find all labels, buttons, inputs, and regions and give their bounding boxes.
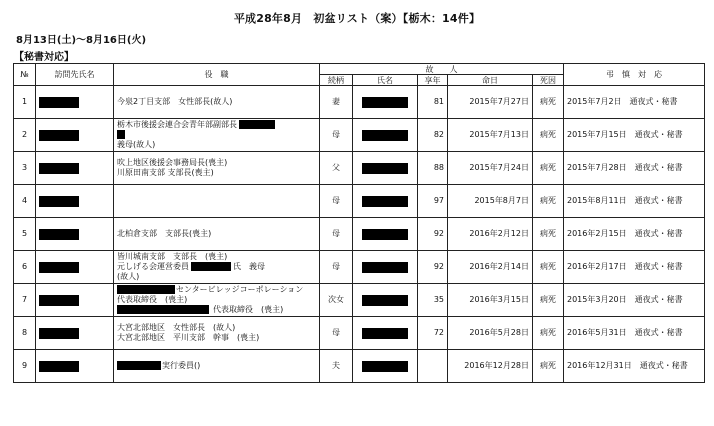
redaction-bar [362,229,408,240]
condolence-cell: 2015年8月11日 通夜式・秘書 [564,185,705,218]
redaction-bar [117,361,161,370]
condolence-cell: 2016年12月31日 通夜式・秘書 [564,350,705,383]
death-date-cell: 2015年7月24日 [448,152,533,185]
condolence-list-table [13,63,705,383]
condolence-cell: 2015年3月20日 通夜式・秘書 [564,284,705,317]
row-no: 8 [14,317,36,350]
deceased-name-cell [353,284,418,317]
deceased-name-cell [353,251,418,284]
cause-cell: 病死 [533,284,564,317]
table-row [14,218,705,251]
position-cell [114,86,320,119]
relation-cell: 夫 [320,350,353,383]
redaction-bar [117,130,125,139]
cause-cell: 病死 [533,350,564,383]
redaction-bar [117,285,175,294]
position-cell [114,119,320,152]
row-no: 9 [14,350,36,383]
position-line: 代表取締役 (喪主) [117,295,188,304]
condolence-cell: 2016年2月15日 通夜式・秘書 [564,218,705,251]
visitor-name-cell [36,119,114,152]
visitor-name-cell [36,350,114,383]
cause-cell: 病死 [533,86,564,119]
redaction-bar [191,262,231,271]
death-date-cell: 2016年2月14日 [448,251,533,284]
redaction-bar [39,262,79,273]
position-cell [114,152,320,185]
header-name: 氏名 [353,75,418,86]
condolence-cell: 2015年7月28日 通夜式・秘書 [564,152,705,185]
redaction-bar [39,196,79,207]
redaction-bar [39,328,79,339]
header-cause: 死因 [533,75,564,86]
condolence-cell: 2015年7月2日 通夜式・秘書 [564,86,705,119]
position-suffix: 氏 義母 [233,262,265,271]
redaction-bar [39,163,79,174]
section-label: 【秘書対応】 [14,52,74,63]
header-position: 役 職 [114,64,320,86]
header-relation: 続柄 [320,75,353,86]
position-cell [114,350,320,383]
deceased-name-cell [353,119,418,152]
table-row [14,86,705,119]
cause-cell: 病死 [533,119,564,152]
visitor-name-cell [36,317,114,350]
redaction-bar [362,262,408,273]
row-no: 1 [14,86,36,119]
visitor-name-cell [36,284,114,317]
relation-cell: 妻 [320,86,353,119]
age-cell: 72 [418,317,448,350]
age-cell: 92 [418,251,448,284]
condolence-cell: 2016年2月17日 通夜式・秘書 [564,251,705,284]
row-no: 7 [14,284,36,317]
row-no: 4 [14,185,36,218]
age-cell: 88 [418,152,448,185]
cause-cell: 病死 [533,152,564,185]
death-date-cell: 2015年8月7日 [448,185,533,218]
position-line: 大宮北部地区 平川支部 幹事 (喪主) [117,333,260,342]
table-row [14,185,705,218]
row-no: 5 [14,218,36,251]
header-condolence: 弔 慎 対 応 [564,64,705,86]
relation-cell: 母 [320,119,353,152]
redaction-bar [239,120,275,129]
redaction-bar [362,163,408,174]
age-cell: 82 [418,119,448,152]
date-range: 8月13日(土)～8月16日(火) [16,35,147,46]
position-cell [114,317,320,350]
deceased-name-cell [353,350,418,383]
death-date-cell: 2016年2月12日 [448,218,533,251]
redaction-bar [39,97,79,108]
position-cell [114,185,320,218]
position-cell: 北柏倉支部 支部長(喪主) [114,218,320,251]
redaction-bar [362,196,408,207]
table-row [14,119,705,152]
cause-cell: 病死 [533,218,564,251]
condolence-cell: 2015年7月15日 通夜式・秘書 [564,119,705,152]
cause-cell: 病死 [533,251,564,284]
redaction-bar [117,305,209,314]
header-visitor: 訪問先氏名 [36,64,114,86]
death-date-cell: 2016年5月28日 [448,317,533,350]
header-deceased-group: 故 人 [320,64,564,75]
row-no: 3 [14,152,36,185]
visitor-name-cell [36,251,114,284]
position-line: 栃木市後援会連合会青年部副部長 [117,120,237,129]
table-row [14,284,705,317]
relation-cell: 次女 [320,284,353,317]
relation-cell: 母 [320,218,353,251]
table-row [14,317,705,350]
position-line: 川原田南支部 支部長(喪主) [117,168,214,177]
age-cell: 97 [418,185,448,218]
death-date-cell: 2015年7月27日 [448,86,533,119]
age-cell: 92 [418,218,448,251]
position-line: 皆川城南支部 支部長 (喪主) [117,252,228,261]
relation-cell: 母 [320,185,353,218]
header-death-date: 命日 [448,75,533,86]
deceased-name-cell [353,185,418,218]
visitor-name-cell [36,152,114,185]
death-date-cell: 2016年12月28日 [448,350,533,383]
redaction-bar [39,361,79,372]
redaction-bar [362,361,408,372]
deceased-name-cell [353,86,418,119]
page-title: 平成28年8月 初盆リスト（案）【栃木：14件】 [233,12,481,25]
redaction-bar [362,295,408,306]
cause-cell: 病死 [533,317,564,350]
deceased-name-cell [353,152,418,185]
age-cell: 81 [418,86,448,119]
visitor-name-cell [36,185,114,218]
cause-cell: 病死 [533,185,564,218]
table-row [14,152,705,185]
position-line: 実行委員() [162,361,201,370]
position-line: 代表取締役 (喪主) [213,305,284,314]
position-cell [114,251,320,284]
death-date-cell: 2015年7月13日 [448,119,533,152]
relation-cell: 父 [320,152,353,185]
condolence-cell: 2016年5月31日 通夜式・秘書 [564,317,705,350]
relation-cell: 母 [320,251,353,284]
visitor-name-cell [36,218,114,251]
position-cell [114,284,320,317]
redaction-bar [39,295,79,306]
position-line: (故人) [117,272,140,281]
deceased-name-cell [353,218,418,251]
position-line: センタービレッジコーポレーション [176,285,304,294]
position-line: 元しげる会運営委員 [117,262,189,271]
redaction-bar [362,130,408,141]
redaction-bar [362,97,408,108]
header-age: 享年 [418,75,448,86]
relation-cell: 母 [320,317,353,350]
position-line: 義母(故人) [117,140,156,149]
deceased-name-cell [353,317,418,350]
row-no: 6 [14,251,36,284]
position-line: 今泉2丁目支部 女性部長(故人) [117,97,233,106]
row-no: 2 [14,119,36,152]
position-line: 大宮北部地区 女性部長 (故人) [117,323,236,332]
position-line: 吹上地区後援会事務局長(喪主) [117,158,228,167]
table-row [14,350,705,383]
death-date-cell: 2016年3月15日 [448,284,533,317]
redaction-bar [39,229,79,240]
age-cell [418,350,448,383]
age-cell: 35 [418,284,448,317]
redaction-bar [362,328,408,339]
header-no: № [14,64,36,86]
table-row [14,251,705,284]
redaction-bar [39,130,79,141]
visitor-name-cell [36,86,114,119]
